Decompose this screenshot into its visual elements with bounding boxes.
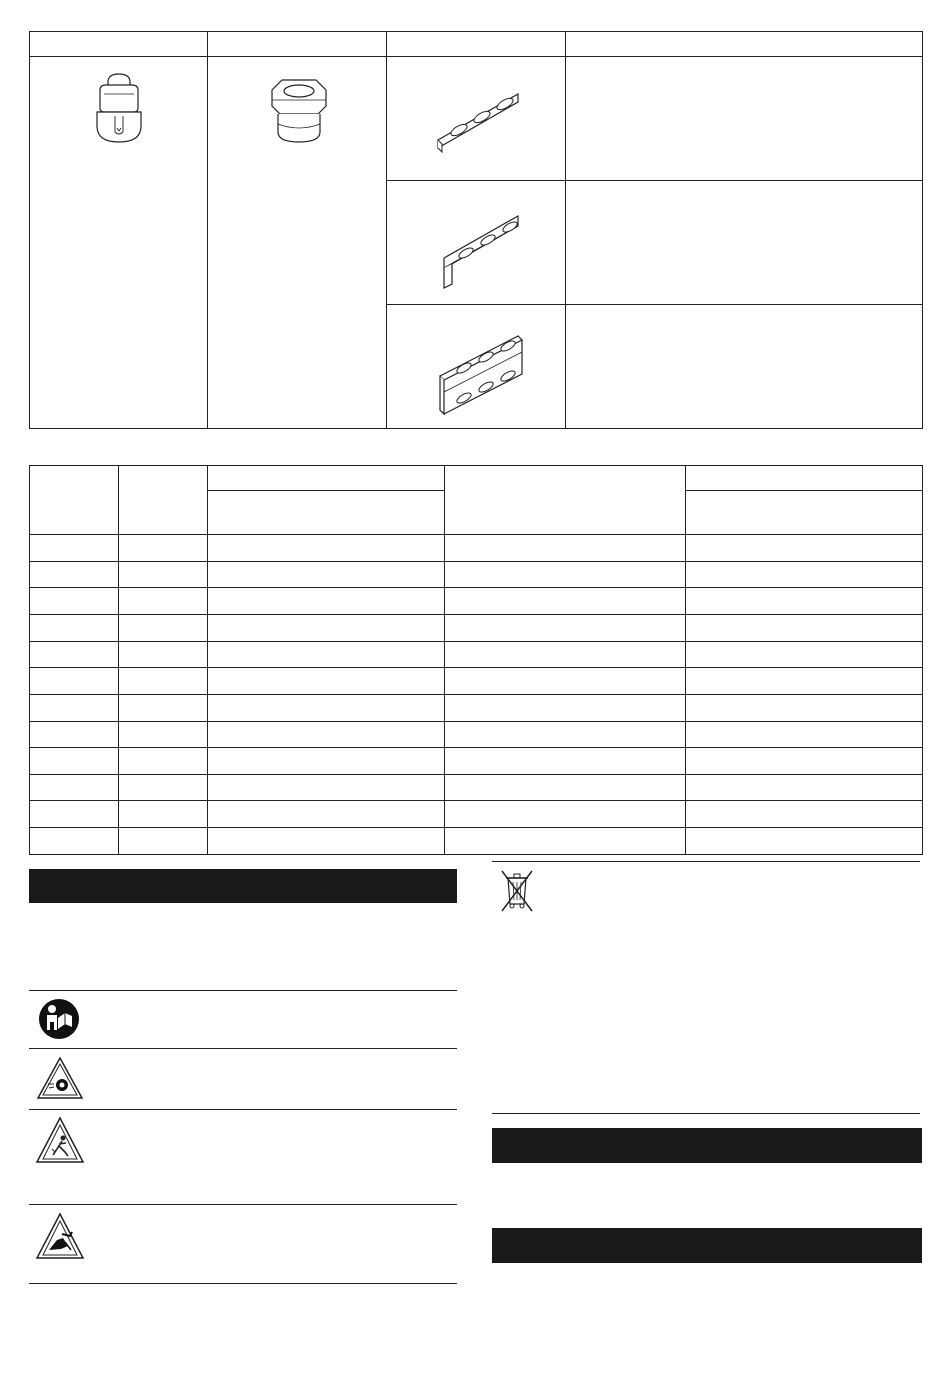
spec-row-divider <box>29 694 923 695</box>
spec-col-divider <box>207 465 208 855</box>
spec-row-divider <box>29 827 923 828</box>
read-manual-icon <box>38 998 80 1040</box>
channel-profile-illustration <box>432 332 532 422</box>
parts-table-header-divider <box>29 56 923 57</box>
spec-subheader-divider <box>207 490 444 491</box>
symbol-divider <box>29 1283 457 1284</box>
punch-illustration <box>84 72 154 152</box>
symbol-divider <box>29 1204 457 1205</box>
symbol-divider <box>29 1048 457 1049</box>
spec-subheader-divider <box>685 490 923 491</box>
crossed-bin-icon <box>499 868 535 914</box>
spec-row-divider <box>29 774 923 775</box>
spec-col-divider <box>685 465 686 855</box>
parts-row-divider <box>386 304 923 305</box>
spec-row-divider <box>29 614 923 615</box>
spec-row-divider <box>29 587 923 588</box>
flat-strip-illustration <box>432 88 532 158</box>
spec-row-divider <box>29 641 923 642</box>
section-heading-bar-1 <box>492 1128 922 1163</box>
symbol-divider <box>29 1109 457 1110</box>
angle-profile-illustration <box>432 212 532 292</box>
spec-row-divider <box>29 721 923 722</box>
weee-top-rule <box>492 861 920 862</box>
spec-col-divider <box>118 465 119 855</box>
cutting-hazard-warning-icon <box>35 1212 85 1262</box>
eye-protection-warning-icon <box>36 1056 84 1100</box>
safety-heading-bar <box>29 869 457 903</box>
spec-row-divider <box>29 534 923 535</box>
weee-bottom-rule <box>492 1113 920 1114</box>
spec-row-divider <box>29 800 923 801</box>
symbol-divider <box>29 990 457 991</box>
parts-col-divider <box>565 31 566 429</box>
slippery-hazard-warning-icon <box>35 1116 85 1166</box>
parts-col-divider <box>386 31 387 429</box>
die-illustration <box>262 74 336 154</box>
parts-col-divider <box>207 31 208 429</box>
spec-row-divider <box>29 747 923 748</box>
spec-table <box>29 465 923 855</box>
section-heading-bar-2 <box>492 1228 922 1263</box>
parts-row-divider <box>386 180 923 181</box>
spec-col-divider <box>444 465 445 855</box>
spec-row-divider <box>29 667 923 668</box>
spec-row-divider <box>29 561 923 562</box>
